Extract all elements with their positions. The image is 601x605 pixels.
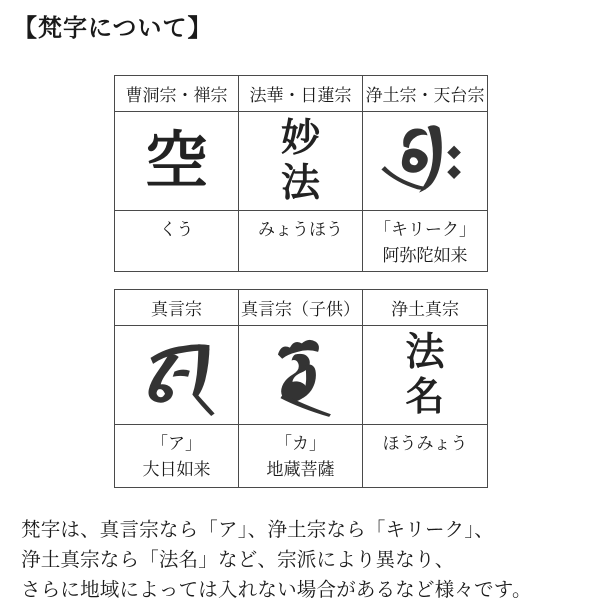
footer-line: 梵字は、真言宗なら「ア」、浄土宗なら「キリーク」、 <box>21 519 495 541</box>
glyph-cell-a <box>115 326 239 425</box>
reading-line: 「キリーク」 <box>374 220 476 239</box>
reading-cell-homyo <box>363 425 487 487</box>
sect-header-shingon: 真言宗 <box>115 290 239 326</box>
a-bonji-glyph <box>130 330 224 420</box>
sect-table-1 <box>114 75 488 272</box>
reading-line: くう <box>159 220 194 239</box>
reading-line: 「カ」 <box>275 434 326 453</box>
homyo-char-1: 法 <box>405 329 445 376</box>
reading-cell-ku <box>115 211 239 271</box>
reading-line: 大日如来 <box>142 460 211 479</box>
footer-line: 浄土真宗なら「法名」など、宗派により異なり、 <box>21 549 455 571</box>
glyph-cell-ku <box>115 112 239 211</box>
footer-paragraph <box>21 515 591 605</box>
sect-header-jodo-shinshu: 浄土真宗 <box>363 290 487 326</box>
reading-line: ほうみょう <box>382 434 468 453</box>
homyo-kanji-glyph <box>405 330 444 420</box>
myoho-char-1: 妙 <box>280 115 320 162</box>
sect-header-jodo-tendai: 浄土宗・天台宗 <box>363 76 487 112</box>
sect-table-2 <box>114 289 488 488</box>
ku-kanji-glyph: 空 <box>145 124 208 197</box>
sect-header-shingon-child: 真言宗（子供） <box>239 290 363 326</box>
myoho-char-2: 法 <box>280 160 320 206</box>
kiriku-bonji-glyph <box>378 116 472 206</box>
glyph-cell-myoho <box>239 112 363 211</box>
reading-cell-a <box>115 425 239 487</box>
sect-header-soto-zen: 曹洞宗・禅宗 <box>115 76 239 112</box>
reading-line: 地蔵菩薩 <box>266 460 335 479</box>
glyph-cell-kiriku <box>363 112 487 211</box>
reading-cell-myoho <box>239 211 363 271</box>
reading-cell-ka <box>239 425 363 487</box>
reading-cell-kiriku <box>363 211 487 271</box>
glyph-cell-ka <box>239 326 363 425</box>
homyo-char-2: 名 <box>405 374 445 420</box>
page-title: 【梵字について】 <box>13 15 213 42</box>
ka-bonji-glyph <box>254 330 348 420</box>
reading-line: 「ア」 <box>151 434 202 453</box>
glyph-cell-homyo <box>363 326 487 425</box>
reading-line: 阿弥陀如来 <box>382 246 468 265</box>
myoho-kanji-glyph <box>281 116 320 206</box>
sect-header-hokke-nichiren: 法華・日蓮宗 <box>239 76 363 112</box>
reading-line: みょうほう <box>258 220 343 239</box>
footer-line: さらに地域によっては入れない場合があるなど様々です。 <box>21 579 532 601</box>
